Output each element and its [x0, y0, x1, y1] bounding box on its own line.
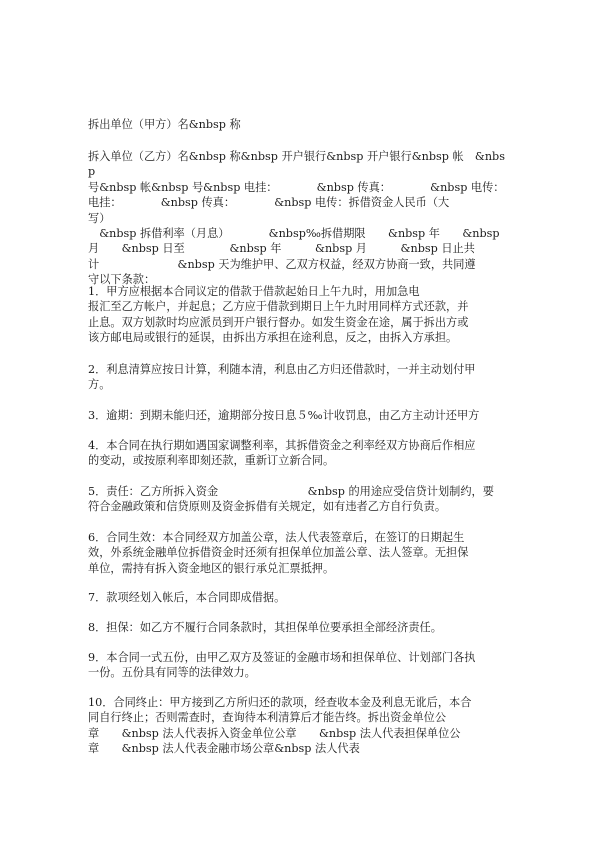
- clause-9: 9．本合同一式五份，由甲乙双方及签证的金融市场和担保单位、计划部门各执 一份。五份具有同等的法律效力。: [88, 651, 476, 680]
- clause-8: 8．担保：如乙方不履行合同条款时，其担保单位要承担全部经济责任。: [88, 621, 442, 634]
- clause-6: 6．合同生效：本合同经双方加盖公章，法人代表签章后，在签订的日期起生 效，外系统金融单位拆借资金时还须有担保单位加盖公章、法人签章。无担保 单位，需持有拆入资金地区的银行承兑汇票抵押。: [88, 531, 469, 575]
- clause-3: 3．逾期：到期未能归还，逾期部分按日息５‰计收罚息，由乙方主动计还甲方: [88, 409, 480, 422]
- clause-5: 5．责任：乙方所拆入资金 &nbsp 的用途应受信贷计划制约，要 符合金融政策和信贷原则及资金拆借有关规定，如有违者乙方自行负责。: [88, 485, 494, 514]
- clause-1: 1．甲方应根据本合同议定的借款于借款起始日上午九时，用加急电 报汇至乙方帐户，并起息；乙方应于借款到期日上午九时用同样方式还款，并 止息。双方划款时均应派员到开户银行督办。如发生资金在途，属于拆出方或 该方邮电局或银行的延误，由拆出方承担在途利息，反之，由拆入方承担。: [88, 285, 469, 345]
- clause-2: 2．利息清算应按日计算，利随本清，利息由乙方归还借款时，一并主动划付甲 方。: [88, 363, 476, 392]
- header-line: 拆出单位（甲方）名&nbsp 称: [88, 118, 241, 131]
- clause-7: 7．款项经划入帐后，本合同即成借据。: [88, 591, 286, 604]
- clause-4: 4．本合同在执行期如遇国家调整利率，其拆借资金之利率经双方协商后作相应 的变动，或按原利率即刻还款，重新订立新合同。: [88, 439, 476, 468]
- party-info-block: 拆入单位（乙方）名&nbsp 称&nbsp 开户银行&nbsp 开户银行&nbsp 帐 &nbsp 号&nbsp 帐&nbsp 号&nbsp 电挂： &nbsp 传真： &nbsp 电传： 电挂： &nbsp 传真： &nbsp 电传：拆借资金人民币（大 写） &nbsp 拆借利率（月息） &nbsp‰拆借期限 &nbsp 年 &nbsp 月 &nbsp 日至 &nbsp 年 &nbsp 月 &nbsp 日止共 计 &nbsp 天为维护甲、乙双方权益，经双方协商一致，共同遵 守以下条款：: [88, 150, 505, 287]
- clause-10: 10．合同终止：甲方接到乙方所归还的款项，经查收本金及利息无讹后，本合 同自行终止；否则需查时，查询待本利清算后才能告终。拆出资金单位公 章 &nbsp 法人代表拆入资金单位公章 &nbsp 法人代表担保单位公 章 &nbsp 法人代表金融市场公章&nbsp 法人代表: [88, 696, 472, 756]
